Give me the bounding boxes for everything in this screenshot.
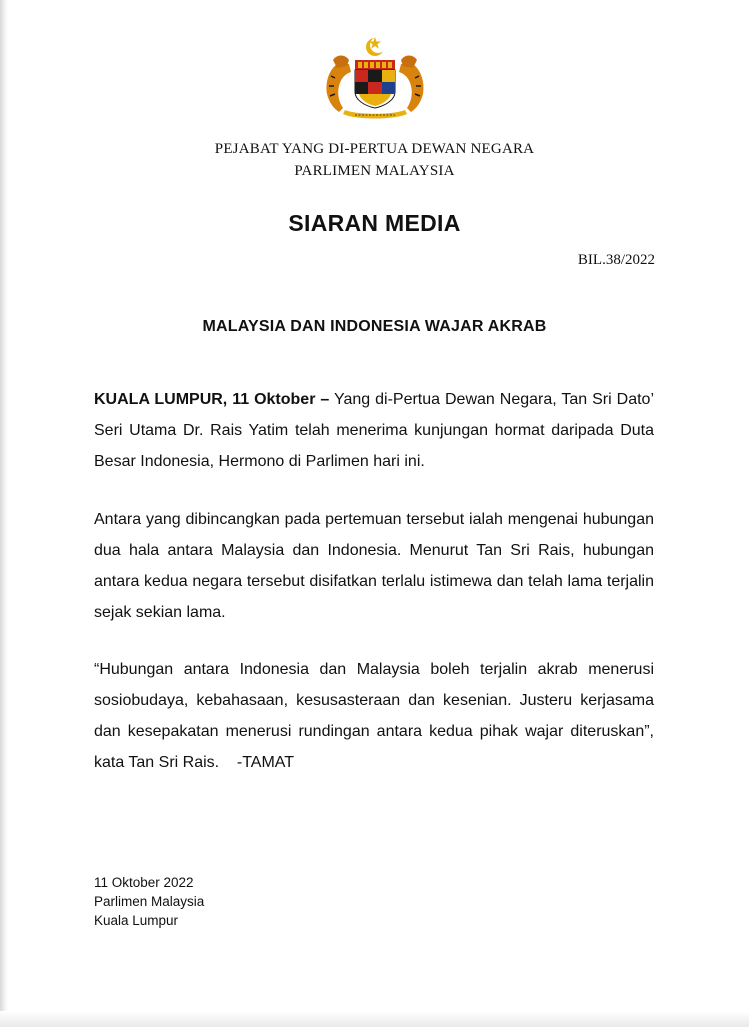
- page-shadow-bottom: [0, 1011, 749, 1027]
- document-type-title: SIARAN MEDIA: [288, 210, 461, 236]
- release-date: 11 Oktober 2022: [94, 875, 194, 890]
- paragraph-3-text: “Hubungan antara Indonesia dan Malaysia boleh terjalin akrab menerusi sosiobudaya, kebahasaan, kesusasteraan dan kesenian. Justeru kerjasama dan kesepakatan menerusi rundingan antara kedua pihak wajar diteruskan”, kata Tan Sri Rais.: [94, 661, 654, 771]
- office-heading: [0, 138, 749, 182]
- dateline: KUALA LUMPUR, 11 Oktober –: [94, 391, 330, 408]
- signoff-block: [94, 873, 204, 930]
- parliament-name: PARLIMEN MALAYSIA: [294, 163, 455, 179]
- press-release-headline: MALAYSIA DAN INDONESIA WAJAR AKRAB: [202, 318, 547, 335]
- paragraph-1: [94, 384, 654, 477]
- reference-number: BIL.38/2022: [577, 252, 655, 268]
- release-organisation: Parlimen Malaysia: [94, 894, 205, 909]
- paragraph-1-text: Yang di-Pertua Dewan Negara, Tan Sri Dato’ Seri Utama Dr. Rais Yatim telah menerima kunjungan hormat daripada Duta Besar Indonesia, Hermono di Parlimen hari ini.: [94, 391, 654, 470]
- end-marker: -TAMAT: [236, 754, 295, 771]
- release-city: Kuala Lumpur: [94, 913, 179, 928]
- paragraph-2: Antara yang dibincangkan pada pertemuan tersebut ialah mengenai hubungan dua hala antara Malaysia dan Indonesia. Menurut Tan Sri Rais, hubungan antara kedua negara tersebut disifatkan terlalu istimewa dan telah lama terjalin sejak sekian lama.: [94, 511, 654, 621]
- coat-of-arms-emblem-icon: [321, 36, 429, 122]
- office-name: PEJABAT YANG DI-PERTUA DEWAN NEGARA: [214, 141, 535, 157]
- paragraph-3: [94, 654, 654, 778]
